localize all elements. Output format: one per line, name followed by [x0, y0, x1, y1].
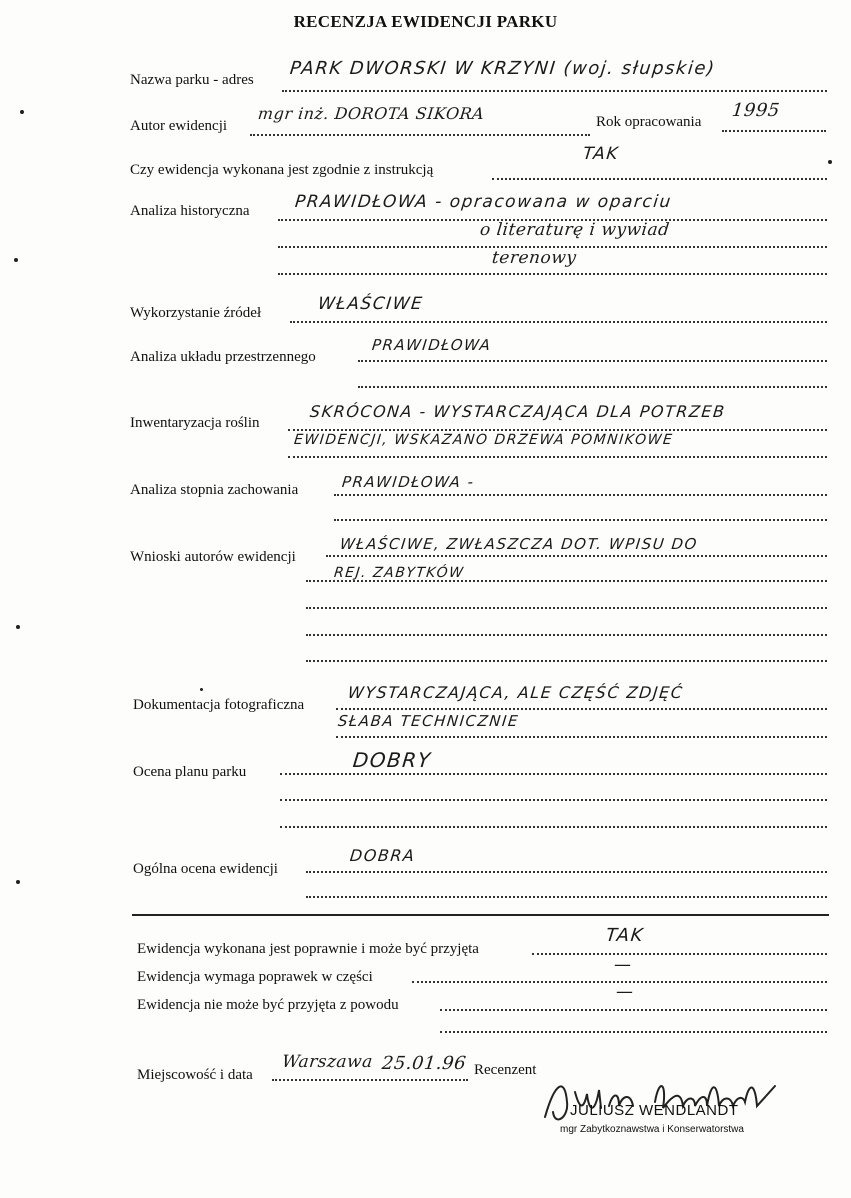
spatial-value: PRAWIDŁOWA — [371, 336, 493, 354]
plants-line-2 — [288, 456, 827, 458]
place-value: Warszawa — [280, 1052, 374, 1072]
author-line — [250, 134, 590, 136]
history-value-2: o literaturę i wywiad — [478, 220, 671, 240]
conclusions-value-2: REJ. ZABYTKÓW — [333, 565, 466, 581]
preservation-value: PRAWIDŁOWA - — [341, 473, 476, 491]
rejected-value: — — [614, 982, 636, 1002]
form-title: RECENZJA EWIDENCJI PARKU — [293, 12, 558, 31]
scan-speck — [20, 110, 24, 114]
date-value: 25.01.96 — [380, 1053, 468, 1074]
overall-line-2 — [306, 896, 827, 898]
history-value-1: PRAWIDŁOWA - opracowana w oparciu — [293, 192, 673, 212]
scan-speck — [828, 160, 832, 164]
place-date-line — [272, 1079, 468, 1081]
sources-label: Wykorzystanie źródeł — [130, 305, 262, 321]
plan-label: Ocena planu parku — [133, 764, 247, 780]
park-name-value: PARK DWORSKI W KRZYNI (woj. słupskie) — [288, 58, 717, 79]
year-label: Rok opracowania — [596, 114, 702, 130]
photos-label: Dokumentacja fotograficzna — [133, 697, 305, 713]
conclusions-label: Wnioski autorów ewidencji — [130, 549, 296, 565]
year-value: 1995 — [730, 100, 781, 121]
year-line — [722, 130, 826, 132]
place-date-label: Miejscowość i data — [137, 1067, 253, 1083]
needs-fixes-value: — — [612, 955, 634, 975]
rejected-line-2 — [440, 1031, 827, 1033]
needs-fixes-label: Ewidencja wymaga poprawek w części — [137, 969, 373, 985]
accepted-label: Ewidencja wykonana jest poprawnie i może być przyjęta — [137, 941, 479, 957]
preservation-label: Analiza stopnia zachowania — [130, 482, 299, 498]
conclusions-line-4 — [306, 634, 827, 636]
park-name-label: Nazwa parku - adres — [130, 72, 254, 88]
plan-line-1 — [280, 773, 827, 775]
author-value: mgr inż. DOROTA SIKORA — [257, 104, 486, 123]
spatial-line-1 — [358, 360, 827, 362]
plants-value-2: EWIDENCJI, WSKAZANO DRZEWA POMNIKOWE — [293, 432, 675, 448]
photos-line-2 — [336, 736, 827, 738]
conclusions-line-3 — [306, 607, 827, 609]
overall-value: DOBRA — [349, 846, 417, 865]
reviewer-title: mgr Zabytkoznawstwa i Konserwatorstwa — [560, 1124, 744, 1135]
overall-line-1 — [306, 871, 827, 873]
instruction-value: TAK — [581, 144, 621, 164]
plants-label: Inwentaryzacja roślin — [130, 415, 260, 431]
reviewer-label: Recenzent — [474, 1062, 537, 1078]
history-value-3: terenowy — [490, 248, 578, 268]
plan-line-2 — [280, 799, 827, 801]
scan-speck — [16, 625, 20, 629]
rejected-line-1 — [440, 1009, 827, 1011]
rejected-label: Ewidencja nie może być przyjęta z powodu — [137, 997, 399, 1013]
accepted-line — [532, 953, 827, 955]
instruction-line — [492, 178, 827, 180]
plants-value-1: SKRÓCONA - WYSTARCZAJĄCA DLA POTRZEB — [309, 402, 727, 421]
photos-line-1 — [336, 708, 827, 710]
spatial-line-2 — [358, 386, 827, 388]
conclusions-value-1: WŁAŚCIWE, ZWŁASZCZA DOT. WPISU DO — [339, 535, 699, 553]
park-name-line — [282, 90, 827, 92]
scan-speck — [14, 258, 18, 262]
photos-value-1: WYSTARCZAJĄCA, ALE CZĘŚĆ ZDJĘĆ — [347, 683, 685, 702]
scan-speck — [16, 880, 20, 884]
instruction-label: Czy ewidencja wykonana jest zgodnie z instrukcją — [130, 162, 434, 178]
section-divider — [132, 914, 829, 916]
sources-value: WŁAŚCIWE — [316, 294, 425, 314]
plan-line-3 — [280, 826, 827, 828]
overall-label: Ogólna ocena ewidencji — [133, 861, 278, 877]
history-label: Analiza historyczna — [130, 203, 250, 219]
photos-value-2: SŁABA TECHNICZNIE — [337, 712, 520, 730]
scan-speck — [200, 688, 203, 691]
preservation-line-1 — [334, 494, 827, 496]
reviewer-name: JULIUSZ WENDLANDT — [570, 1102, 739, 1119]
preservation-line-2 — [334, 519, 827, 521]
history-line-3 — [278, 273, 827, 275]
sources-line — [290, 321, 827, 323]
accepted-value: TAK — [604, 925, 646, 946]
plants-line-1 — [288, 429, 827, 431]
plan-value: DOBRY — [351, 748, 433, 772]
conclusions-line-1 — [326, 555, 827, 557]
spatial-label: Analiza układu przestrzennego — [130, 349, 316, 365]
conclusions-line-5 — [306, 660, 827, 662]
author-label: Autor ewidencji — [130, 118, 228, 134]
